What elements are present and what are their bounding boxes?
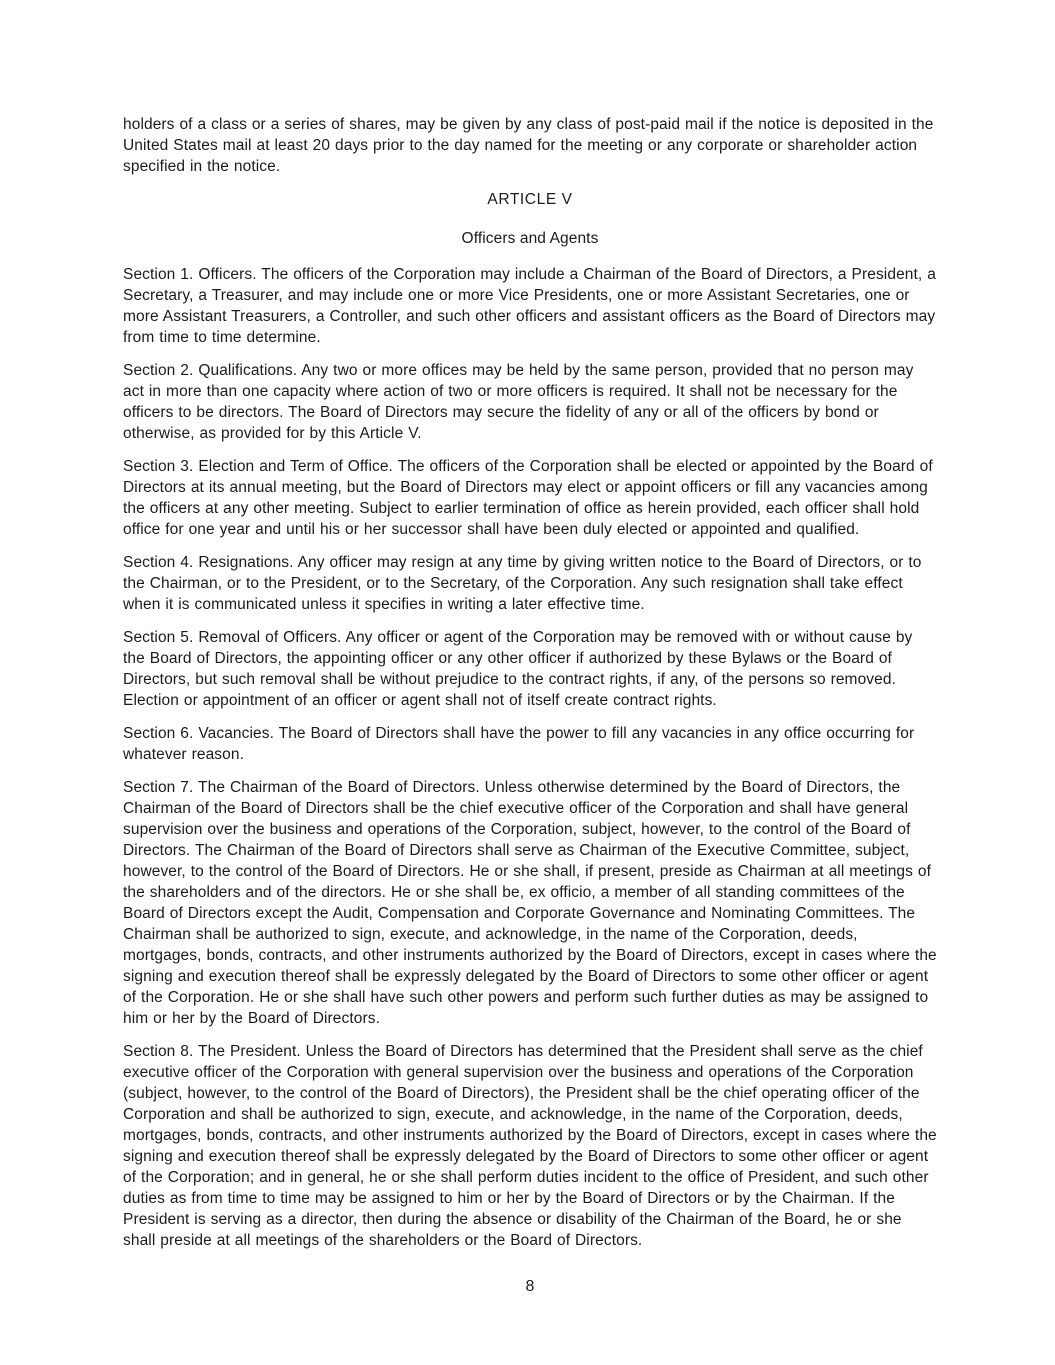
section-2-qualifications-paragraph: Section 2. Qualifications. Any two or more offices may be held by the same person, provided that no person may act in more than one capacity where action of two or more officers is required. It shall not be necessary for the officers to be directors. The Board of Directors may secure the fidelity of any or all of the officers by bond or otherwise, as provided for by this Article V. xyxy=(123,362,914,442)
section-6-vacancies-paragraph: Section 6. Vacancies. The Board of Directors shall have the power to fill any vacancies in any office occurring for whatever reason. xyxy=(123,725,915,763)
article-heading: ARTICLE V xyxy=(487,191,573,208)
article-subtitle: Officers and Agents xyxy=(461,230,599,247)
page-number: 8 xyxy=(525,1278,535,1295)
section-4-resignations-paragraph: Section 4. Resignations. Any officer may resign at any time by giving written notice to the Board of Directors, or to the Chairman, or to the President, or to the Secretary, of the Corporation. Any such resignation shall take effect when it is communicated unless it specifies in writing a later effective time. xyxy=(123,554,922,613)
section-1-officers-paragraph: Section 1. Officers. The officers of the Corporation may include a Chairman of the Board of Directors, a President, a Secretary, a Treasurer, and may include one or more Vice Presidents, one or more Assistant Secretaries, one or more Assistant Treasurers, a Controller, and such other officers and assistant officers as the Board of Directors may from time to time determine. xyxy=(123,266,936,346)
section-8-president-paragraph: Section 8. The President. Unless the Board of Directors has determined that the President shall serve as the chief executive officer of the Corporation with general supervision over the business and operations of the Corporation (subject, however, to the control of the Board of Directors), the President shall be the chief operating officer of the Corporation and shall be authorized to sign, execute, and acknowledge, in the name of the Corporation, deeds, mortgages, bonds, contracts, and other instruments authorized by the Board of Directors, except in cases where the signing and execution thereof shall be expressly delegated by the Board of Directors to some other officer or agent of the Corporation; and in general, he or she shall perform duties incident to the office of President, and such other duties as from time to time may be assigned to him or her by the Board of Directors or by the Chairman. If the President is serving as a director, then during the absence or disability of the Chairman of the Board, he or she shall preside at all meetings of the shareholders or the Board of Directors. xyxy=(123,1043,937,1249)
section-5-removal-paragraph: Section 5. Removal of Officers. Any officer or agent of the Corporation may be removed with or without cause by the Board of Directors, the appointing officer or any other officer if authorized by these Bylaws or the Board of Directors, but such removal shall be without prejudice to the contract rights, if any, of the persons so removed. Election or appointment of an officer or agent shall not of itself create contract rights. xyxy=(123,629,913,709)
section-3-election-term-paragraph: Section 3. Election and Term of Office. The officers of the Corporation shall be elected or appointed by the Board of Directors at its annual meeting, but the Board of Directors may elect or appoint officers or fill any vacancies among the officers at any other meeting. Subject to earlier termination of office as herein provided, each officer shall hold office for one year and until his or her successor shall have been duly elected or appointed and qualified. xyxy=(123,458,933,538)
document-content xyxy=(123,114,937,1263)
section-7-chairman-paragraph: Section 7. The Chairman of the Board of Directors. Unless otherwise determined by the Board of Directors, the Chairman of the Board of Directors shall be the chief executive officer of the Corporation and shall have general supervision over the business and operations of the Corporation, subject, however, to the control of the Board of Directors. The Chairman of the Board of Directors shall serve as Chairman of the Executive Committee, subject, however, to the control of the Board of Directors. He or she shall, if present, preside as Chairman at all meetings of the shareholders and of the directors. He or she shall be, ex officio, a member of all standing committees of the Board of Directors except the Audit, Compensation and Corporate Governance and Nominating Committees. The Chairman shall be authorized to sign, execute, and acknowledge, in the name of the Corporation, deeds, mortgages, bonds, contracts, and other instruments authorized by the Board of Directors, except in cases where the signing and execution thereof shall be expressly delegated by the Board of Directors to some other officer or agent of the Corporation. He or she shall have such other powers and perform such further duties as may be assigned to him or her by the Board of Directors. xyxy=(123,779,937,1027)
intro-paragraph: holders of a class or a series of shares, may be given by any class of post-paid mail if the notice is deposited in the United States mail at least 20 days prior to the day named for the meeting or any corporate or shareholder action specified in the notice. xyxy=(123,116,934,175)
